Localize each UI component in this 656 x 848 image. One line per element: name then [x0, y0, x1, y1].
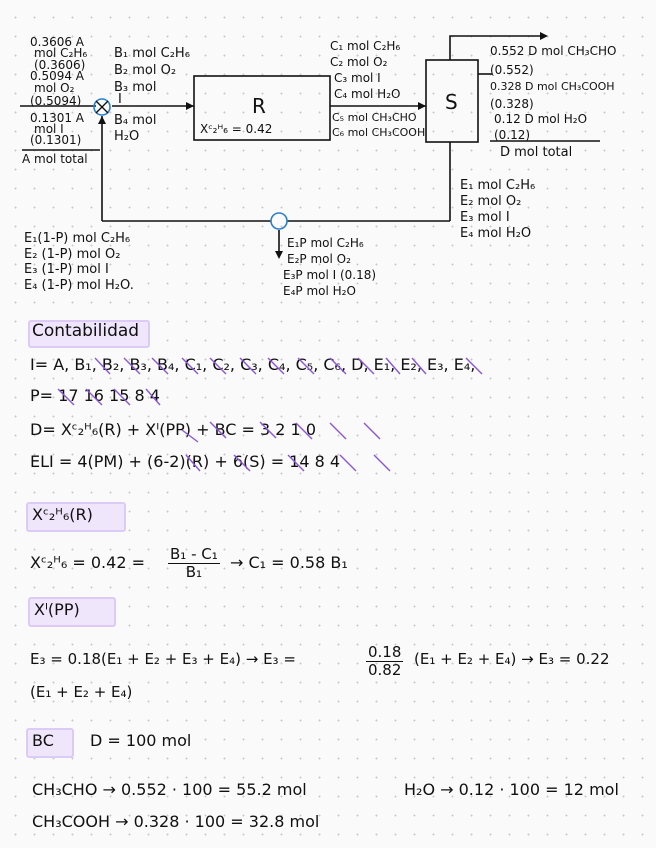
reactor-input-line: I [118, 92, 122, 107]
return-line: E₃ (1-P) mol I [24, 262, 109, 277]
e3-equation-b: (E₁ + E₂ + E₄) → E₃ = 0.22 [414, 650, 610, 668]
calc-h2o: H₂O → 0.12 · 100 = 12 mol [404, 780, 619, 799]
conversion-eq-right: → C₁ = 0.58 B₁ [230, 553, 348, 572]
reactor-input-line: B₄ mol [114, 113, 157, 128]
purge-fraction-heading: Xᴵ(PP) [34, 600, 80, 619]
e3-numerator: 0.18 [368, 643, 402, 661]
reactor-input-line: B₃ mol [114, 80, 157, 95]
conversion-heading: Xᶜ₂ᴴ₆(R) [32, 505, 93, 524]
separator-label: S [445, 90, 458, 114]
eli-line: ELI = 4(PM) + (6-2)(R) + 6(S) = 14 8 4 [30, 452, 341, 471]
feed-line: 0.1301 A [30, 111, 85, 125]
reactor-output-line: C₆ mol CH₃COOH [332, 126, 426, 139]
reactor-input-line: H₂O [114, 129, 140, 144]
feed-line: 0.3606 A [30, 35, 85, 49]
recycle-line: E₃ mol I [460, 210, 510, 225]
purge-line: E₄P mol H₂O [283, 284, 356, 298]
relations-line: D= Xᶜ₂ᴴ₆(R) + Xᴵ(PP) + BC = 3 2 1 0 [30, 420, 316, 439]
reactor-conversion: Xᶜ₂ᴴ₆ = 0.42 [200, 122, 273, 136]
feed-line: 0.5094 A [30, 69, 85, 83]
product-line: (0.552) [490, 63, 534, 77]
reactor-output-line: C₁ mol C₂H₆ [330, 39, 401, 53]
recycle-line: E₁ mol C₂H₆ [460, 178, 536, 193]
p-count-line: P= 17 16 15 8 4 [30, 386, 160, 405]
calc-ch3cho: CH₃CHO → 0.552 · 100 = 55.2 mol [32, 780, 307, 799]
conversion-fraction [168, 547, 220, 580]
feed-line: mol I [34, 122, 64, 136]
feed-line: (0.1301) [30, 133, 82, 147]
e3-fraction [366, 645, 403, 678]
product-line: (0.12) [494, 128, 531, 142]
e3-equation-a: E₃ = 0.18(E₁ + E₂ + E₃ + E₄) → E₃ = [30, 650, 296, 668]
feed-line: mol C₂H₆ [34, 46, 88, 60]
reactor-input-line: B₁ mol C₂H₆ [114, 46, 190, 61]
reactor-output-line: C₂ mol O₂ [330, 55, 388, 69]
return-line: E₄ (1-P) mol H₂O. [24, 278, 134, 293]
recycle-line: E₄ mol H₂O [460, 226, 532, 241]
reactor-output-line: C₅ mol CH₃CHO [332, 111, 417, 124]
calc-ch3cooh: CH₃COOH → 0.328 · 100 = 32.8 mol [32, 812, 320, 831]
e3-equation-c: (E₁ + E₂ + E₄) [30, 683, 133, 701]
feed-line: mol O₂ [34, 81, 75, 95]
purge-line: E₂P mol O₂ [287, 252, 351, 266]
conversion-eq-left: Xᶜ₂ᴴ₆ = 0.42 = [30, 553, 145, 572]
reactor-input-line: B₂ mol O₂ [114, 63, 177, 78]
conversion-numerator: B₁ - C₁ [170, 545, 218, 563]
e3-denominator: 0.82 [368, 661, 402, 679]
return-line: E₂ (1-P) mol O₂ [24, 247, 121, 262]
basis-value: D = 100 mol [90, 731, 192, 750]
accounting-heading: Contabilidad [32, 321, 140, 341]
recycle-line: E₂ mol O₂ [460, 194, 522, 209]
feed-line: (0.5094) [30, 94, 82, 108]
purge-line: E₃P mol I (0.18) [283, 268, 377, 282]
reactor-output-line: C₄ mol H₂O [334, 87, 401, 101]
unknowns-line: I= A, B₁, B₂, B₃, B₄, C₁, C₂, C₃, C₄, C₅, C₆, D, E₁, E₂, E₃, E₄, [30, 355, 476, 374]
feed-line: (0.3606) [34, 58, 86, 72]
basis-heading: BC [32, 731, 54, 750]
product-line: 0.552 D mol CH₃CHO [490, 44, 617, 58]
purge-line: E₁P mol C₂H₆ [287, 236, 364, 250]
reactor-output-line: C₃ mol I [334, 71, 381, 85]
feed-total: A mol total [22, 152, 88, 166]
product-line: 0.12 D mol H₂O [494, 112, 588, 126]
product-line: 0.328 D mol CH₃COOH [490, 80, 615, 93]
product-line: (0.328) [490, 97, 534, 111]
reactor-label: R [252, 94, 266, 118]
product-total: D mol total [500, 145, 573, 160]
conversion-denominator: B₁ [185, 563, 203, 581]
return-line: E₁(1-P) mol C₂H₆ [24, 231, 131, 246]
